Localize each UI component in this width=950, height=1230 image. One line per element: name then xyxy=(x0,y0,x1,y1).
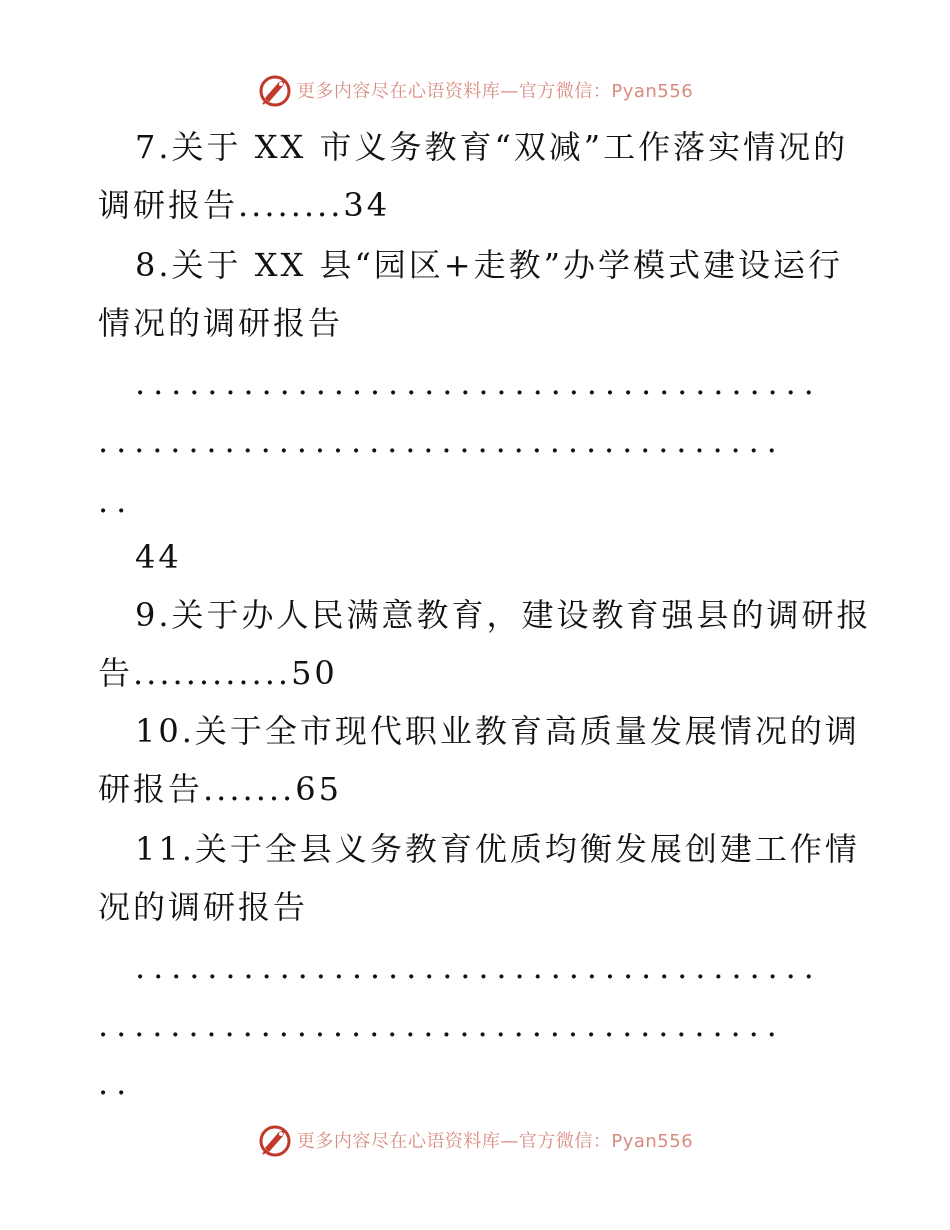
toc-item-11-line-2: 况的调研报告 xyxy=(98,888,309,926)
toc-item-9-line-2: 告............50 xyxy=(98,654,338,692)
toc-item-8-line-1: 8.关于 XX 县“园区+走教”办学模式建设运行 xyxy=(135,246,843,284)
toc-item-9-line-1: 9.关于办人民满意教育，建设教育强县的调研报 xyxy=(135,596,872,634)
toc-item-11-leader-dots-1: ...................................... xyxy=(135,948,822,986)
toc-item-8-page-number: 44 xyxy=(135,538,182,576)
toc-item-8-line-2: 情况的调研报告 xyxy=(98,304,344,342)
toc-item-11-leader-dots-2: ...................................... xyxy=(98,1006,785,1044)
toc-item-10-line-2: 研报告.......65 xyxy=(98,770,342,808)
toc-item-10-line-1: 10.关于全市现代职业教育高质量发展情况的调 xyxy=(135,712,860,750)
header-watermark xyxy=(0,70,950,110)
toc-item-7-line-1: 7.关于 XX 市义务教育“双减”工作落实情况的 xyxy=(135,128,849,166)
watermark-text: 更多内容尽在心语资料库—官方微信：Pyan556 xyxy=(296,81,694,102)
toc-item-8-leader-dots-3: .. xyxy=(98,482,135,520)
toc-item-8-leader-dots-2: ...................................... xyxy=(98,422,785,460)
toc-item-8-leader-dots-1: ...................................... xyxy=(135,364,822,402)
toc-item-11-leader-dots-3: .. xyxy=(98,1064,135,1102)
footer-watermark xyxy=(0,1120,950,1160)
toc-item-7-line-2: 调研报告........34 xyxy=(98,186,391,224)
watermark-text: 更多内容尽在心语资料库—官方微信：Pyan556 xyxy=(296,1131,694,1152)
toc-item-11-line-1: 11.关于全县义务教育优质均衡发展创建工作情 xyxy=(135,830,860,868)
pen-nib-logo-icon xyxy=(257,72,293,108)
pen-nib-logo-icon xyxy=(257,1122,293,1158)
